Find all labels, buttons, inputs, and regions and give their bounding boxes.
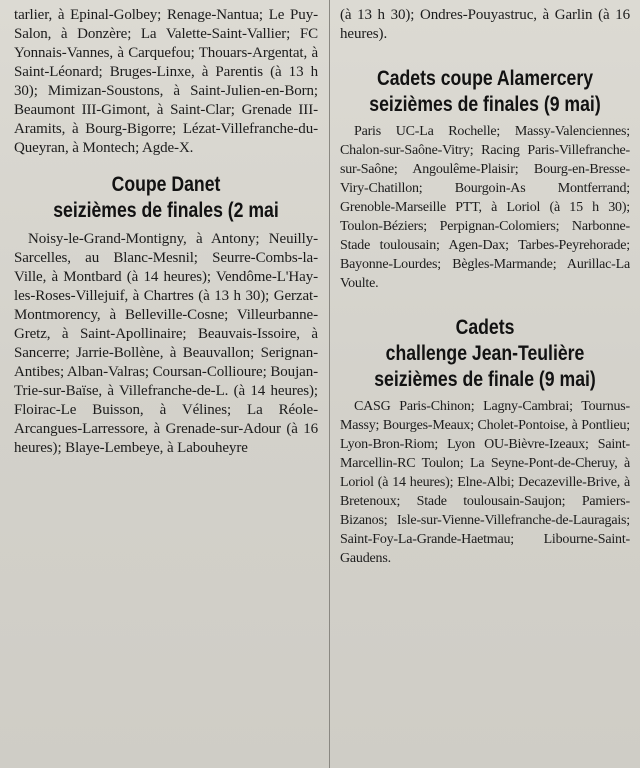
cadets-teuliere-round: seizièmes de finale (9 mai) [374,368,596,391]
coupe-danet-section [14,172,318,458]
cadets-teuliere-fixtures: CASG Paris-Chinon; Lagny-Cambrai; Tournus-Massy; Bourges-Meaux; Cholet-Pontoise, à Pontlieu; Lyon-Bron-Riom; Lyon OU-Bièvre-Izeaux; Saint-Marcellin-RC Toulon; La Seyne-Pont-de-Cheruy, à Loriol (à 14 heures); Elne-Albi; Decazeville-Brive, à Bretenoux; Stade toulousain-Saujon; Pamiers-Bizanos; Isle-sur-Vienne-Villefranche-de-Lauragais; Saint-Foy-La-Grande-Haetmau; Libourne-Saint-Gaudens. [340,399,630,566]
coupe-danet-fixtures: Noisy-le-Grand-Montigny, à Antony; Neuilly-Sarcelles, au Blanc-Mesnil; Seurre-Combs-la-Ville, à Montbard (à 14 heures); Vendôme-L'Hay-les-Roses-Villejuif, à Chartres (à 13 h 30); Gerzat-Montmorency, à Belleville-Cosne; Villeurbanne-Gretz, à Saint-Apollinaire; Beauvais-Issoire, à Sancerre; Jarrie-Bollène, à Beauvallon; Serignan-Antibes; Alban-Valras; Coursan-Collioure; Boujan-Trie-sur-Baïse, à Villefranche-de-L. (à 14 heures); Floirac-Le Buisson, à Vélines; La Réole-Arcangues-Larressore, à Grenade-sur-Adour (à 16 heures); Blaye-Lembeye, à Labouheyre [14,231,318,456]
coupe-danet-subtitle: seizièmes de finales (2 mai [53,199,279,222]
cadets-teuliere-subtitle: challenge Jean-Teulière [385,342,585,365]
cadets-alamercery-subtitle: seizièmes de finales (9 mai) [369,93,601,116]
column-divider [329,0,330,768]
cadets-teuliere-title: Cadets [455,316,515,339]
left-intro-results: tarlier, à Epinal-Golbey; Renage-Nantua; Le Puy-Salon, à Donzère; La Valette-Saint-Vallier; FC Yonnais-Vannes, à Carquefou; Thouars-Argentat, à Saint-Léonard; Bruges-Linxe, à Parentis (à 13 h 30); Mimizan-Soustons, à Saint-Julien-en-Born; Beaumont III-Gimont, à Saint-Clar; Grenade III-Aramits, à Bourg-Bigorre; Lézat-Villefranche-du-Queyran, à Montech; Agde-X. [14,7,318,156]
cadets-teuliere-section [340,315,630,568]
right-intro-results: (à 13 h 30); Ondres-Pouyastruc, à Garlin (à 16 heures). [340,7,630,42]
cadets-alamercery-section [340,66,630,293]
coupe-danet-title: Coupe Danet [111,173,221,196]
cadets-alamercery-title: Cadets coupe Alamercery [376,67,594,90]
left-column [14,0,318,768]
cadets-alamercery-fixtures: Paris UC-La Rochelle; Massy-Valenciennes; Chalon-sur-Saône-Vitry; Racing Paris-Villefranche-sur-Saône; Angoulême-Plaisir; Bourg-en-Bresse-Viry-Chatillon; Bourgoin-As Montferrand; Grenoble-Marseille PTT, à Loriol (à 15 h 30); Toulon-Béziers; Perpignan-Colomiers; Narbonne-Stade toulousain; Agen-Dax; Tarbes-Peyrehorade; Bayonne-Lourdes; Bègles-Marmande; Aurillac-La Voulte. [340,124,630,291]
right-column [340,0,630,768]
